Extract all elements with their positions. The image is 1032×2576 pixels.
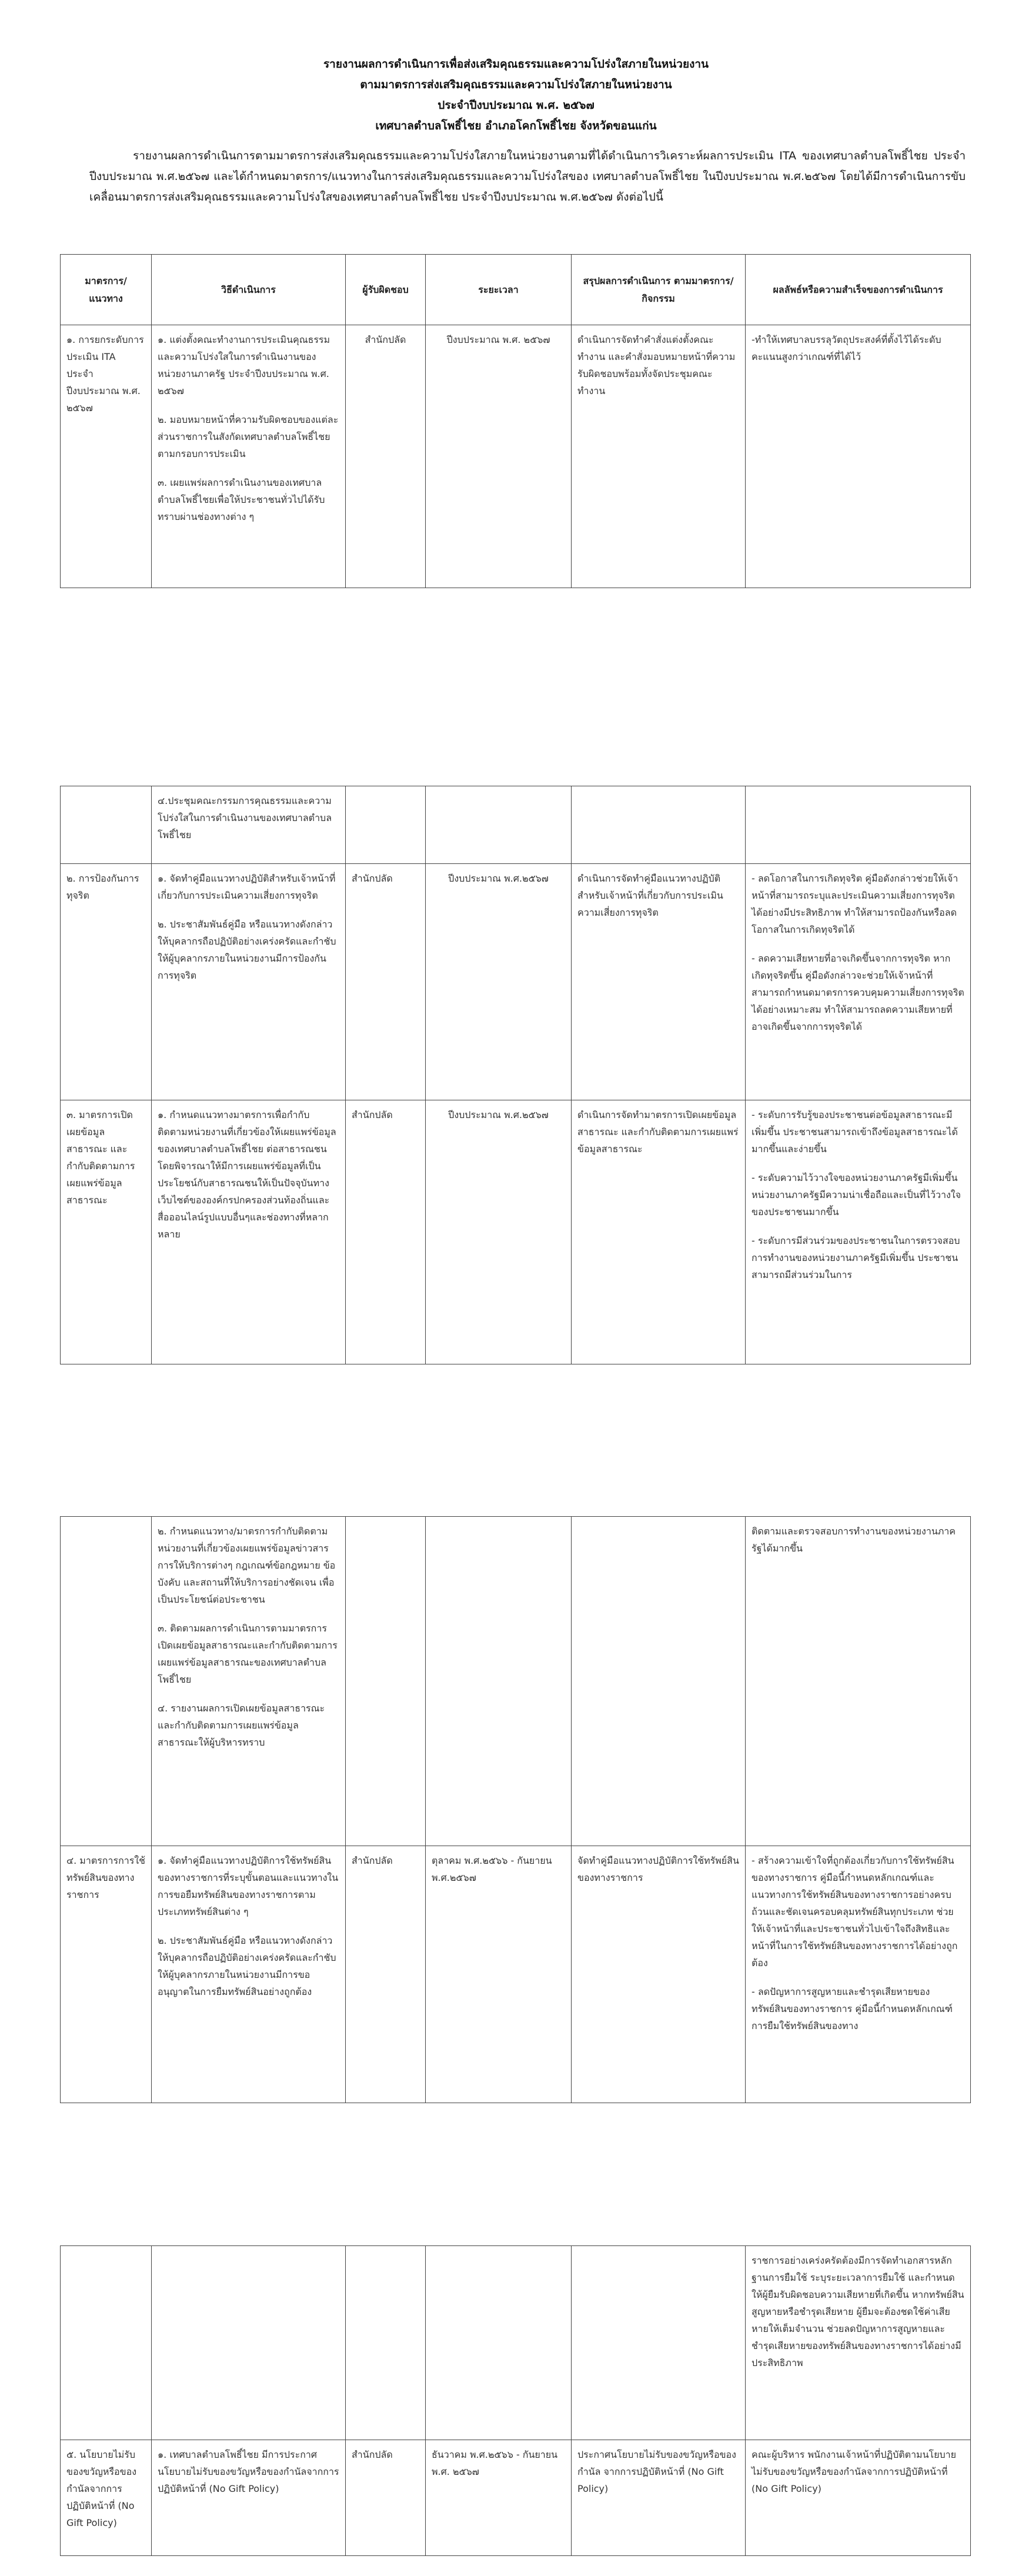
table-row (61, 1846, 971, 2103)
report-title: รายงานผลการดำเนินการเพื่อส่งเสริมคุณธรรมและความโปร่งใสภายในหน่วยงาน (323, 58, 709, 71)
cell-method: ๑. เทศบาลตำบลโพธิ์ไชย มีการประกาศนโยบายไม่รับของขวัญหรือของกำนัลจากการปฏิบัติหน้าที่ (No Gift Policy) (152, 2440, 346, 2556)
cell-result (746, 864, 971, 1100)
intro-paragraph (89, 146, 966, 208)
result-item: - ลดความเสียหายที่อาจเกิดขึ้นจากการทุจริต หากเกิดทุจริตขึ้น คู่มือดังกล่าวจะช่วยให้เจ้าหน้าที่สามารถกำหนดมาตรการควบคุมความเสี่ยงการทุจริตได้อย่างเหมาะสม ทำให้สามารถลดความเสียหายที่อาจเกิดขึ้นจากการทุจริตได้ (752, 953, 964, 1032)
cell-responsible: สำนักปลัด (346, 1846, 426, 2103)
method-item: ๓. ติดตามผลการดำเนินการตามมาตรการเปิดเผยข้อมูลสาธารณะและกำกับติดตามการเผยแพร่ข้อมูลสาธารณะของเทศบาลตำบลโพธิ์ไชย (158, 1623, 338, 1685)
table-row (61, 325, 971, 588)
cell-method (152, 1517, 346, 1846)
cell-summary: ประกาศนโยบายไม่รับของขวัญหรือของกำนัล จากการปฏิบัติหน้าที่ (No Gift Policy) (572, 2440, 746, 2556)
cell-result: ติดตามและตรวจสอบการทำงานของหน่วยงานภาครัฐได้มากขึ้น (746, 1517, 971, 1846)
cell-method (152, 325, 346, 588)
table-header-row (61, 255, 971, 325)
cell-period: ธันวาคม พ.ศ.๒๕๖๖ - กันยายน พ.ศ. ๒๕๖๗ (426, 2440, 572, 2556)
table-row (61, 2440, 971, 2556)
cell-result (746, 1846, 971, 2103)
method-item: ๑. แต่งตั้งคณะทำงานการประเมินคุณธรรมและความโปร่งใสในการดำเนินงานของหน่วยงานภาครัฐ ประจำปีงบประมาณ พ.ศ. ๒๕๖๗ (158, 334, 330, 396)
report-table-page-2 (60, 786, 971, 1364)
cell-measure: ๕. นโยบายไม่รับของขวัญหรือของกำนัลจากการปฏิบัติหน้าที่ (No Gift Policy) (61, 2440, 152, 2556)
cell-method (152, 864, 346, 1100)
cell-measure: ๒. การป้องกันการทุจริต (61, 864, 152, 1100)
cell-result: -ทำให้เทศบาลบรรลุวัตถุประสงค์ที่ตั้งไว้ได้ระดับคะแนนสูงกว่าเกณฑ์ที่ได้ไว้ (746, 325, 971, 588)
cell-period: ตุลาคม พ.ศ.๒๕๖๖ - กันยายน พ.ศ.๒๕๖๗ (426, 1846, 572, 2103)
method-item: ๒. มอบหมายหน้าที่ความรับผิดชอบของแต่ละส่วนราชการในสังกัดเทศบาลตำบลโพธิ์ไชยตามกรอบการประเมิน (158, 414, 339, 459)
table-row (61, 1517, 971, 1846)
method-item: ๒. ประชาสัมพันธ์คู่มือ หรือแนวทางดังกล่าวให้บุคลากรถือปฏิบัติอย่างเคร่งครัดและกำชับให้ผู้บุคลากรภายในหน่วยงานมีการขออนุญาตในการยืมทรัพย์สินอย่างถูกต้อง (158, 1935, 336, 1997)
report-table-page-4 (60, 2245, 971, 2556)
cell-period: ปีงบประมาณ พ.ศ.๒๕๖๗ (426, 1100, 572, 1364)
table-row (61, 864, 971, 1100)
cell-summary: จัดทำคู่มือแนวทางปฏิบัติการใช้ทรัพย์สินของทางราชการ (572, 1846, 746, 2103)
method-item: ๑. จัดทำคู่มือแนวทางปฏิบัติสำหรับเจ้าหน้าที่เกี่ยวกับการประเมินความเสี่ยงการทุจริต (158, 873, 336, 901)
method-item: ๔. รายงานผลการเปิดเผยข้อมูลสาธารณะและกำกับติดตามการเผยแพร่ข้อมูลสาธารณะให้ผู้บริหารทราบ (158, 1703, 325, 1748)
table-row (61, 1100, 971, 1364)
method-item: ๒. กำหนดแนวทาง/มาตรการกำกับติดตามหน่วยงานที่เกี่ยวข้องเผยแพร่ข้อมูลข่าวสารการให้บริการต่างๆ กฎเกณฑ์ข้อกฎหมาย ข้อบังคับ และสถานที่ให้บริการอย่างชัดเจน เพื่อเป็นประโยชน์ต่อประชาชน (158, 1526, 336, 1605)
cell-summary: ดำเนินการจัดทำมาตรการเปิดเผยข้อมูลสาธารณะ และกำกับติดตามการเผยแพร่ข้อมูลสาธารณะ (572, 1100, 746, 1364)
result-item: - สร้างความเข้าใจที่ถูกต้องเกี่ยวกับการใช้ทรัพย์สินของทางราชการ คู่มือนี้กำหนดหลักเกณฑ์และแนวทางการใช้ทรัพย์สินของทางราชการอย่างครบถ้วนและชัดเจนครอบคลุมทรัพย์สินทุกประเภท ช่วยให้เจ้าหน้าที่และประชาชนทั่วไปเข้าใจถึงสิทธิและหน้าที่ในการใช้ทรัพย์สินของทางราชการได้อย่างถูกต้อง (752, 1855, 958, 1968)
cell-method: ๔.ประชุมคณะกรรมการคุณธรรมและความโปร่งใสในการดำเนินงานของเทศบาลตำบลโพธิ์ไชย (152, 786, 346, 864)
intro-text: รายงานผลการดำเนินการตามมาตรการส่งเสริมคุณธรรมและความโปร่งใสภายในหน่วยงานตามที่ได้ดำเนินการวิเคราะห์ผลการประเมิน ITA ของเทศบาลตำบลโพธิ์ไชย ประจำปีงบประมาณ พ.ศ.๒๕๖๗ และได้กำหนดมาตรการ/แนวทางในการส่งเสริมคุณธรรมและความโปร่งใสของ เทศบาลตำบลโพธิ์ไชย ในปีงบประมาณ พ.ศ.๒๕๖๗ โดยได้มีการดำเนินการขับเคลื่อนมาตรการส่งเสริมคุณธรรมและความโปร่งใสของเทศบาลตำบลโพธิ์ไชย ประจำปีงบประมาณ พ.ศ.๒๕๖๗ ดังต่อไปนี้ (89, 149, 966, 203)
cell-result: คณะผู้บริหาร พนักงานเจ้าหน้าที่ปฏิบัติตามนโยบายไม่รับของขวัญหรือของกำนัลจากการปฏิบัติหน้าที่ (No Gift Policy) (746, 2440, 971, 2556)
header-summary: สรุปผลการดำเนินการ ตามมาตรการ/กิจกรรม (572, 255, 746, 325)
result-item: - ระดับการมีส่วนร่วมของประชาชนในการตรวจสอบการทำงานของหน่วยงานภาครัฐมีเพิ่มขึ้น ประชาชนสามารถมีส่วนร่วมในการ (752, 1235, 960, 1280)
method-item: ๑. กำหนดแนวทางมาตรการเพื่อกำกับติดตามหน่วยงานที่เกี่ยวข้องให้เผยแพร่ข้อมูลของเทศบาลตำบลโพธิ์ไชย ต่อสาธารณชน โดยพิจารณาให้มีการเผยแพร่ข้อมูลที่เป็นประโยชน์กับสาธารณชนให้เป็นปัจจุบันทางเว็บไซต์ขององค์กรปกครองส่วนท้องถิ่นและสื่อออนไลน์รูปแบบอื่นๆและช่องทางที่หลากหลาย (158, 1109, 336, 1240)
cell-responsible: สำนักปลัด (346, 325, 426, 588)
report-organization: เทศบาลตำบลโพธิ์ไชย อำเภอโคกโพธิ์ไชย จังหวัดขอนแก่น (375, 119, 657, 132)
cell-responsible: สำนักปลัด (346, 1100, 426, 1364)
cell-summary: ดำเนินการจัดทำคู่มือแนวทางปฏิบัติสำหรับเจ้าหน้าที่เกี่ยวกับการประเมินความเสี่ยงการทุจริต (572, 864, 746, 1100)
cell-measure: ๑. การยกระดับการประเมิน ITA ประจำปีงบประมาณ พ.ศ. ๒๕๖๗ (61, 325, 152, 588)
method-item: ๒. ประชาสัมพันธ์คู่มือ หรือแนวทางดังกล่าวให้บุคลากรถือปฏิบัติอย่างเคร่งครัดและกำชับให้ผู้บุคลากรภายในหน่วยงานมีการป้องกันการทุจริต (158, 919, 336, 981)
header-measure: มาตรการ/ แนวทาง (61, 255, 152, 325)
report-table-page-3 (60, 1516, 971, 2103)
report-table-page-1 (60, 254, 971, 588)
table-row (61, 2246, 971, 2440)
cell-summary: ดำเนินการจัดทำคำสั่งแต่งตั้งคณะทำงาน และคำสั่งมอบหมายหน้าที่ความรับผิดชอบพร้อมทั้งจัดประชุมคณะทำงาน (572, 325, 746, 588)
cell-period: ปีงบประมาณ พ.ศ.๒๕๖๗ (426, 864, 572, 1100)
cell-result: ราชการอย่างเคร่งครัดต้องมีการจัดทำเอกสารหลักฐานการยืมใช้ ระบุระยะเวลาการยืมใช้ และกำหนดให้ผู้ยืมรับผิดชอบความเสียหายที่เกิดขึ้น หากทรัพย์สินสูญหายหรือชำรุดเสียหาย ผู้ยืมจะต้องชดใช้ค่าเสียหายให้เต็มจำนวน ช่วยลดปัญหาการสูญหายและชำรุดเสียหายของทรัพย์สินของทางราชการได้อย่างมีประสิทธิภาพ (746, 2246, 971, 2440)
header-responsible: ผู้รับผิดชอบ (346, 255, 426, 325)
method-item: ๓. เผยแพร่ผลการดำเนินงานของเทศบาลตำบลโพธิ์ไชยเพื่อให้ประชาชนทั่วไปได้รับทราบผ่านช่องทางต่าง ๆ (158, 477, 325, 522)
header-result: ผลลัพธ์หรือความสำเร็จของการดำเนินการ (746, 255, 971, 325)
header-period: ระยะเวลา (426, 255, 572, 325)
report-subtitle: ตามมาตรการส่งเสริมคุณธรรมและความโปร่งใสภายในหน่วยงาน (360, 78, 672, 91)
header-method: วิธีดำเนินการ (152, 255, 346, 325)
cell-measure: ๓. มาตรการเปิดเผยข้อมูลสาธารณะ และกำกับติดตามการเผยแพร่ข้อมูลสาธารณะ (61, 1100, 152, 1364)
method-item: ๑. จัดทำคู่มือแนวทางปฏิบัติการใช้ทรัพย์สินของทางราชการที่ระบุขั้นตอนและแนวทางในการขอยืมทรัพย์สินของทางราชการตามประเภททรัพย์สินต่าง ๆ (158, 1855, 339, 1917)
table-row (61, 786, 971, 864)
result-item: - ลดปัญหาการสูญหายและชำรุดเสียหายของทรัพย์สินของทางราชการ คู่มือนี้กำหนดหลักเกณฑ์การยืมใช้ทรัพย์สินของทาง (752, 1986, 953, 2031)
cell-responsible: สำนักปลัด (346, 2440, 426, 2556)
cell-period: ปีงบประมาณ พ.ศ. ๒๕๖๗ (426, 325, 572, 588)
result-item: - ระดับความไว้วางใจของหน่วยงานภาครัฐมีเพิ่มขึ้น หน่วยงานภาครัฐมีความน่าเชื่อถือและเป็นที่ไว้วางใจของประชาชนมากขึ้น (752, 1172, 961, 1217)
result-item: - ลดโอกาสในการเกิดทุจริต คู่มือดังกล่าวช่วยให้เจ้าหน้าที่สามารถระบุและประเมินความเสี่ยงการทุจริตได้อย่างมีประสิทธิภาพ ทำให้สามารถป้องกันหรือลดโอกาสในการเกิดทุจริตได้ (752, 873, 958, 935)
result-item: - ระดับการรับรู้ของประชาชนต่อข้อมูลสาธารณะมีเพิ่มขึ้น ประชาชนสามารถเข้าถึงข้อมูลสาธารณะได้มากขึ้นและง่ายขึ้น (752, 1109, 958, 1154)
cell-responsible: สำนักปลัด (346, 864, 426, 1100)
cell-method (152, 1100, 346, 1364)
cell-result (746, 1100, 971, 1364)
report-header (0, 54, 1032, 136)
cell-measure: ๔. มาตรการการใช้ทรัพย์สินของทางราชการ (61, 1846, 152, 2103)
cell-method (152, 1846, 346, 2103)
report-fiscal-year: ประจำปีงบประมาณ พ.ศ. ๒๕๖๗ (437, 99, 595, 112)
